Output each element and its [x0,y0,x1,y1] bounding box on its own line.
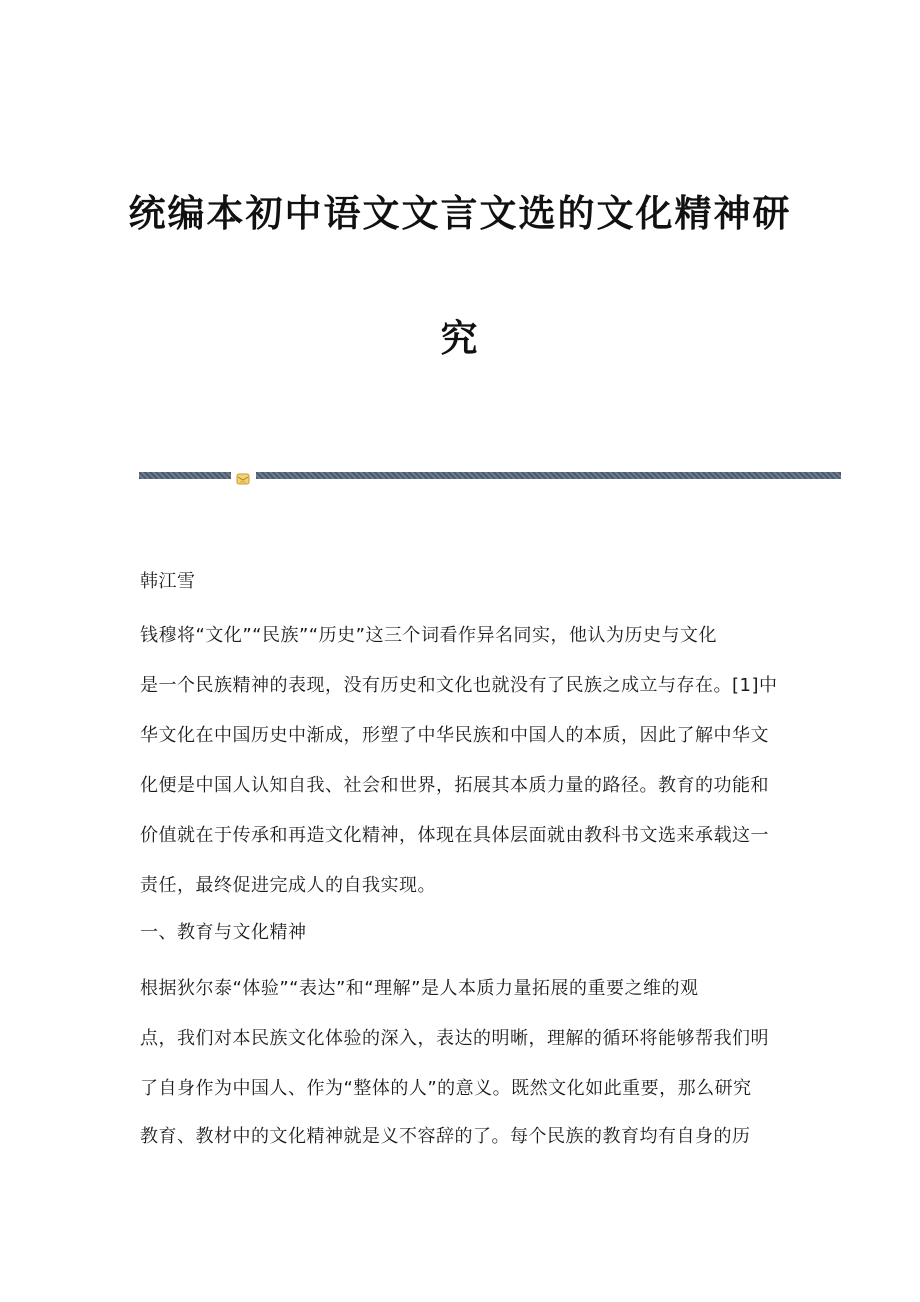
paragraph-line: 教育、教材中的文化精神就是义不容辞的了。每个民族的教育均有自身的历 [140,1126,751,1147]
paragraph-line: 化便是中国人认知自我、社会和世界，拓展其本质力量的路径。教育的功能和 [140,775,769,796]
paragraph-line: 华文化在中国历史中渐成，形塑了中华民族和中国人的本质，因此了解中华文 [140,725,769,746]
paragraph-line: 责任，最终促进完成人的自我实现。 [140,875,436,896]
paragraph-line: 是一个民族精神的表现，没有历史和文化也就没有了民族之成立与存在。[1]中 [140,675,778,696]
section-heading: 一、教育与文化精神 [140,922,307,943]
paragraph-line: 点，我们对本民族文化体验的深入，表达的明晰，理解的循环将能够帮我们明 [140,1028,769,1049]
paragraph-line: 根据狄尔泰“体验”“表达”和“理解”是人本质力量拓展的重要之维的观 [140,978,699,999]
decorative-ornament-icon [236,470,250,482]
divider-bar-left [139,472,231,479]
document-title-line-1: 统编本初中语文文言文选的文化精神研 [128,191,792,235]
author-name: 韩江雪 [140,571,196,592]
divider-bar-right [256,472,841,479]
paragraph-line: 价值就在于传承和再造文化精神，体现在具体层面就由教科书文选来承载这一 [140,825,769,846]
document-title-line-2: 究 [440,316,480,360]
paragraph-line: 钱穆将“文化”“民族”“历史”这三个词看作异名同实，他认为历史与文化 [140,625,717,646]
title-divider [139,470,841,482]
paragraph-line: 了自身作为中国人、作为“整体的人”的意义。既然文化如此重要，那么研究 [140,1078,752,1099]
